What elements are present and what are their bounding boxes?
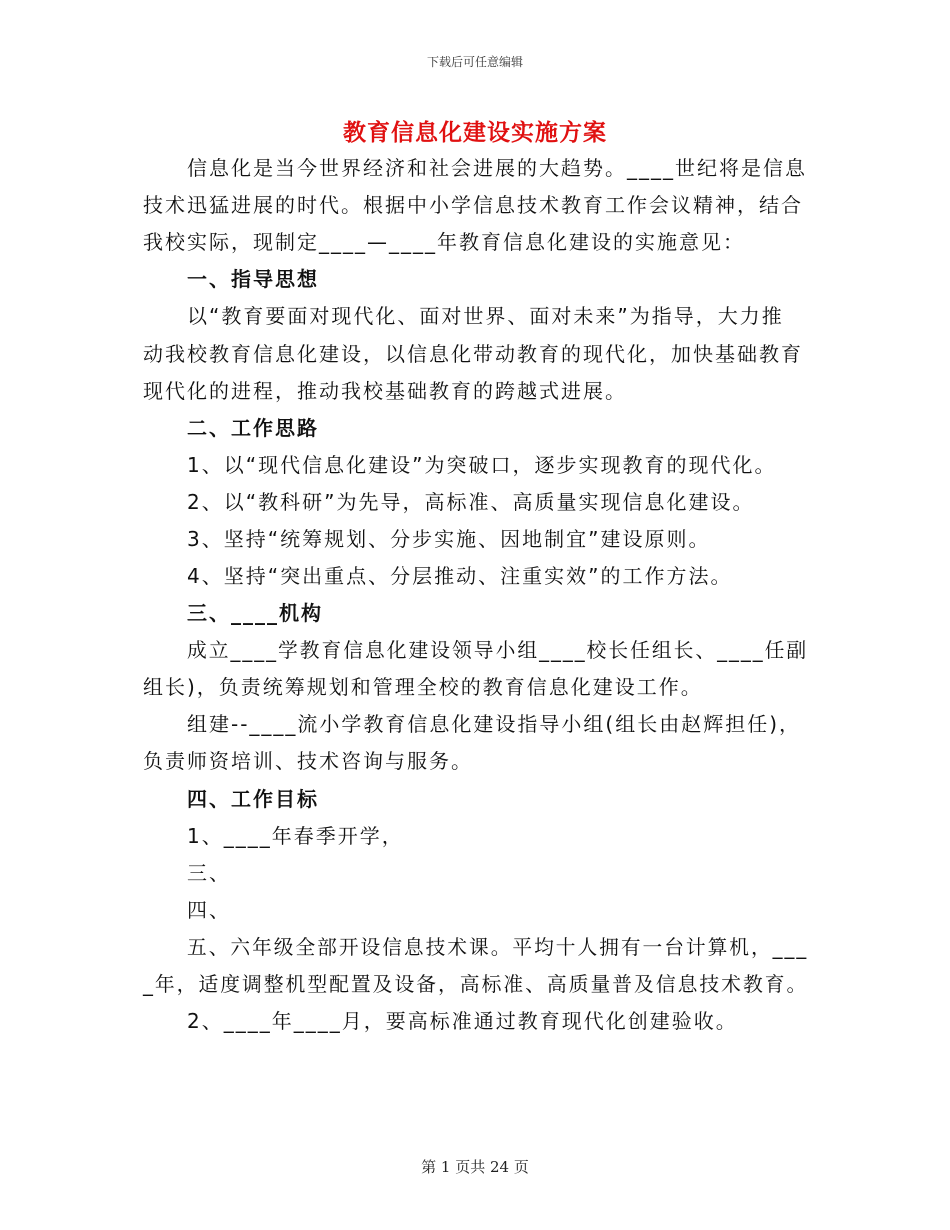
list-item: 1、以“现代信息化建设”为突破口，逐步实现教育的现代化。 [187,453,777,477]
list-item: 五、六年级全部开设信息技术课。平均十人拥有一台计算机，___ [187,935,809,959]
paragraph-line: 技术迅猛进展的时代。根据中小学信息技术教育工作会议精神，结合 [143,193,803,217]
paragraph-line: 以“教育要面对现代化、面对世界、面对未来”为指导，大力推 [187,304,784,328]
list-item: 1、____年春季开学， [187,824,404,848]
list-item: 3、坚持“统筹规划、分步实施、因地制宜”建设原则。 [187,527,711,551]
header-note: 下载后可任意编辑 [426,55,523,69]
list-item: 2、____年____月，要高标准通过教育现代化创建验收。 [187,1009,738,1033]
list-item: 三、 [187,861,231,885]
section-heading: 二、工作思路 [187,416,319,440]
paragraph-line: 我校实际，现制定____—____年教育信息化建设的实施意见： [143,230,745,254]
section-heading: 四、工作目标 [187,787,319,811]
section-heading: 三、____机构 [187,601,323,625]
paragraph-line: 成立____学教育信息化建设领导小组____校长任组长、____任副 [187,638,809,662]
paragraph-line: 组长)，负责统筹规划和管理全校的教育信息化建设工作。 [143,675,703,699]
paragraph-line: 动我校教育信息化建设，以信息化带动教育的现代化，加快基础教育 [143,342,803,366]
document-title: 教育信息化建设实施方案 [343,120,607,146]
paragraph-line: 组建--____流小学教育信息化建设指导小组(组长由赵辉担任)， [187,712,802,736]
section-heading: 一、指导思想 [187,267,319,291]
list-item: 2、以“教科研”为先导，高标准、高质量实现信息化建设。 [187,490,755,514]
paragraph-line: _年，适度调整机型配置及设备，高标准、高质量普及信息技术教育。 [143,972,809,996]
list-item: 4、坚持“突出重点、分层推动、注重实效”的工作方法。 [187,564,733,588]
paragraph-line: 现代化的进程，推动我校基础教育的跨越式进展。 [143,379,627,403]
paragraph-line: 负责师资培训、技术咨询与服务。 [143,749,473,773]
paragraph-line: 信息化是当今世界经济和社会进展的大趋势。____世纪将是信息 [187,156,807,180]
list-item: 四、 [187,898,231,922]
page-footer: 第 1 页共 24 页 [421,1158,529,1176]
